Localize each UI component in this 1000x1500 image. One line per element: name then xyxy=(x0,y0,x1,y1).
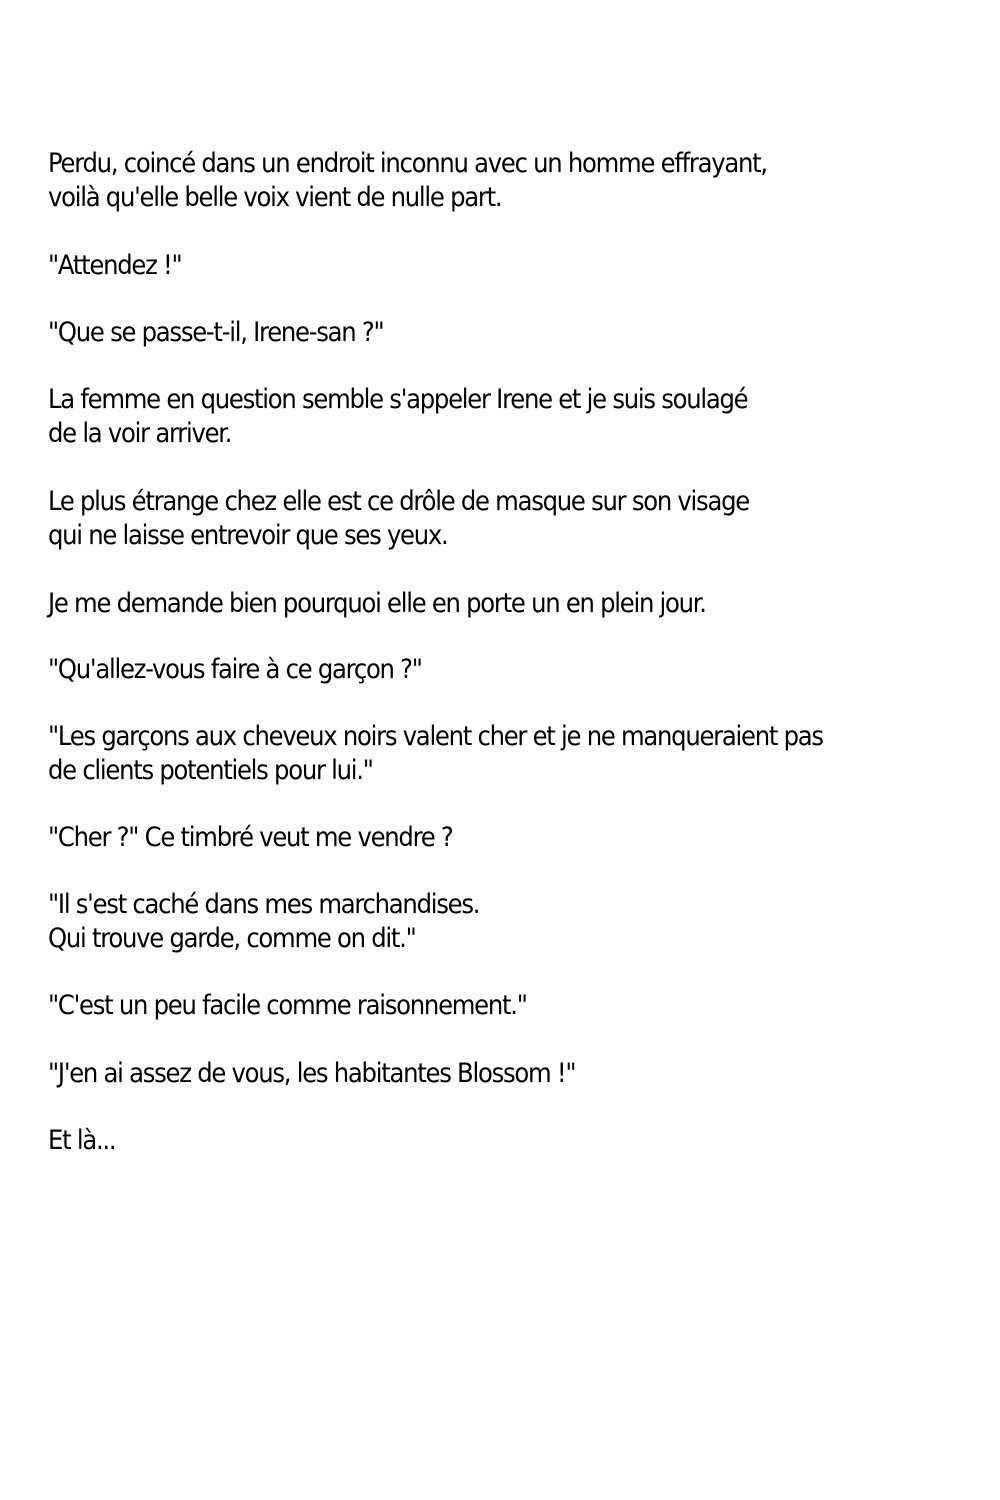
text-line: Je me demande bien pourquoi elle en porte un en plein jour. xyxy=(48,588,706,619)
text-line: de la voir arriver. xyxy=(48,418,232,449)
text-line: Perdu, coincé dans un endroit inconnu avec un homme effrayant, xyxy=(48,148,767,179)
text-line: Et là... xyxy=(48,1125,116,1156)
paragraph-mask xyxy=(48,485,749,553)
text-line: Qui trouve garde, comme on dit." xyxy=(48,923,416,954)
text-line: "C'est un peu facile comme raisonnement." xyxy=(48,990,527,1021)
text-line: "Attendez !" xyxy=(48,250,182,281)
text-line: Le plus étrange chez elle est ce drôle de masque sur son visage xyxy=(48,486,749,517)
paragraph-plein-jour xyxy=(48,587,706,621)
paragraph-attendez xyxy=(48,249,181,283)
paragraph-irene-arrival xyxy=(48,383,747,451)
text-line: "Les garçons aux cheveux noirs valent cher et je ne manqueraient pas xyxy=(48,721,823,752)
paragraph-quallez-vous xyxy=(48,653,422,687)
paragraph-que-se-passe xyxy=(48,316,383,350)
paragraph-cher xyxy=(48,821,453,855)
paragraph-blossom xyxy=(48,1057,575,1091)
paragraph-et-la xyxy=(48,1124,115,1158)
text-line: de clients potentiels pour lui." xyxy=(48,755,373,786)
text-line: "Que se passe-t-il, Irene-san ?" xyxy=(48,317,384,348)
paragraph-marchandises xyxy=(48,888,479,956)
paragraph-cheveux-noirs xyxy=(48,720,823,788)
paragraph-raisonnement xyxy=(48,989,527,1023)
text-line: "Il s'est caché dans mes marchandises. xyxy=(48,889,480,920)
paragraph-lost-intro xyxy=(48,147,767,215)
text-line: "Cher ?" Ce timbré veut me vendre ? xyxy=(48,822,453,853)
text-line: La femme en question semble s'appeler Irene et je suis soulagé xyxy=(48,384,748,415)
text-line: "J'en ai assez de vous, les habitantes Blossom !" xyxy=(48,1058,576,1089)
text-line: voilà qu'elle belle voix vient de nulle part. xyxy=(48,182,502,213)
text-line: qui ne laisse entrevoir que ses yeux. xyxy=(48,520,448,551)
text-line: "Qu'allez-vous faire à ce garçon ?" xyxy=(48,654,422,685)
